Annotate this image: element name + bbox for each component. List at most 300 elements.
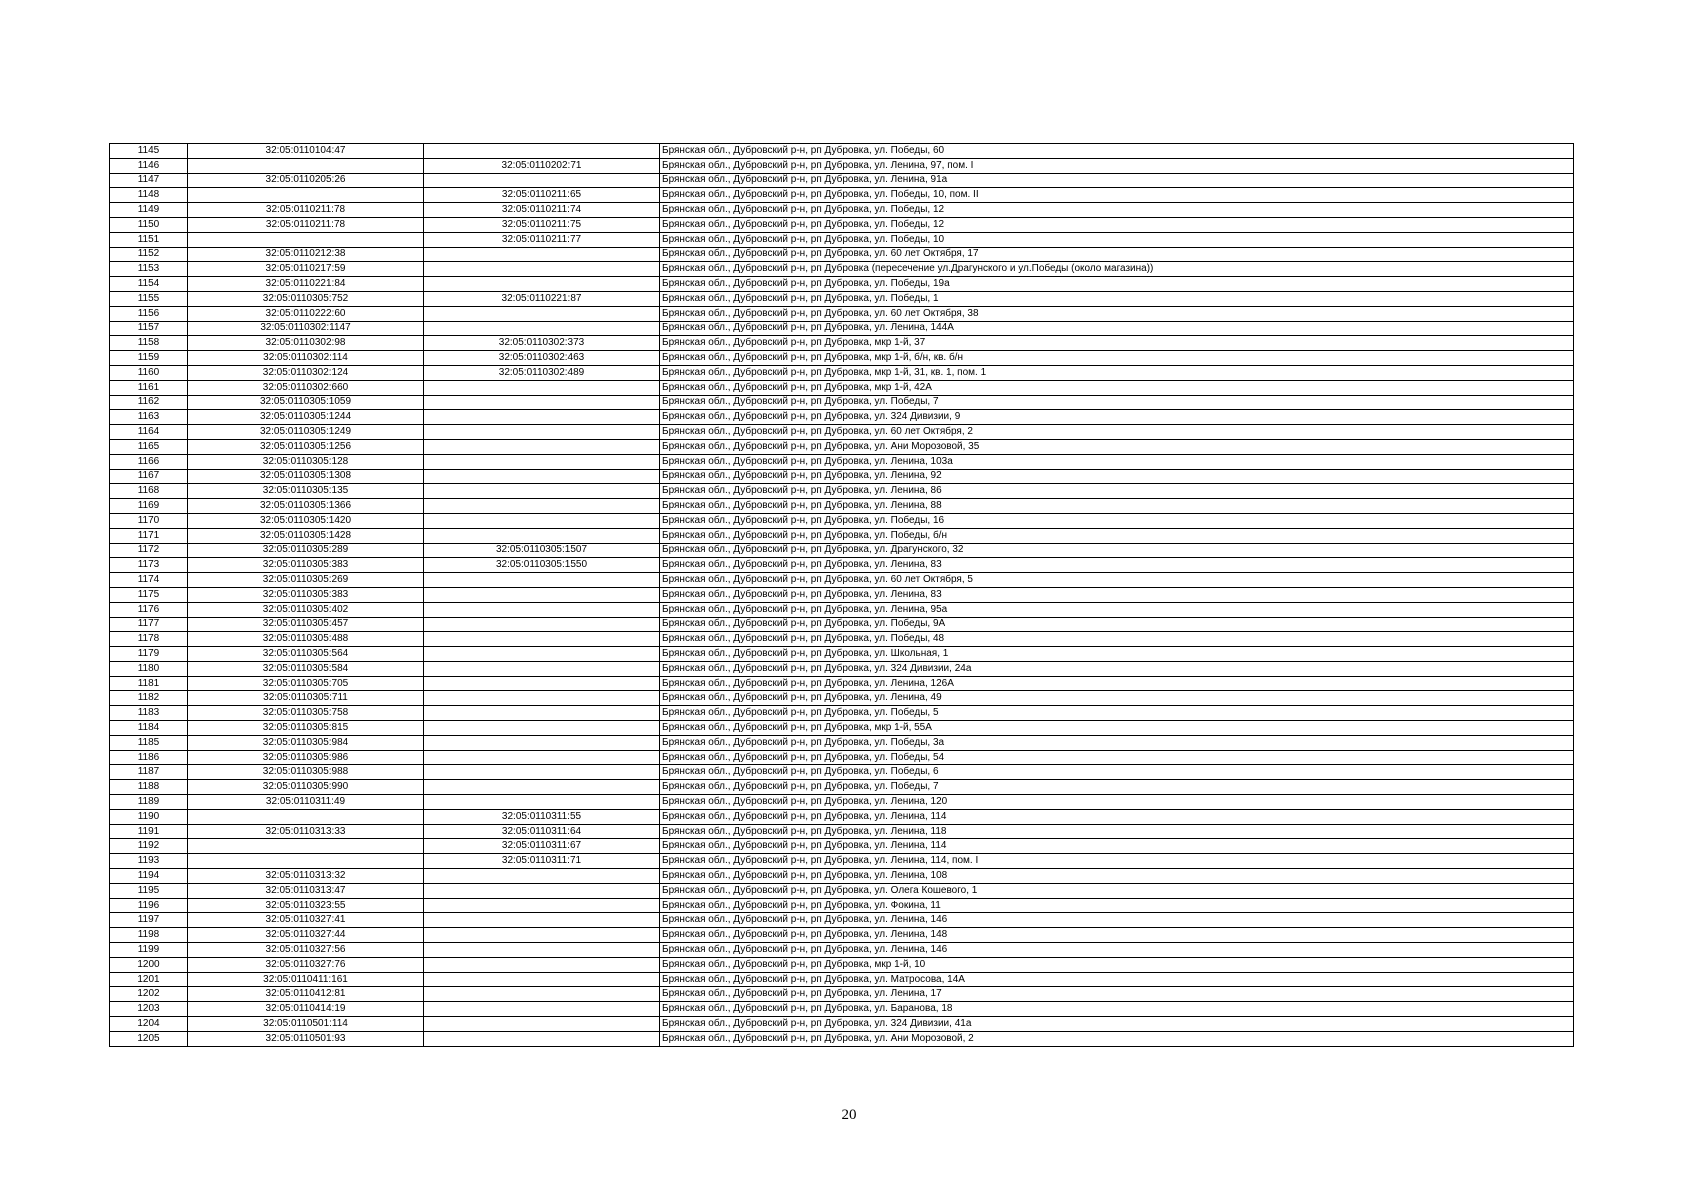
- land-cadastral-number-cell: 32:05:0110327:56: [188, 943, 424, 958]
- table-row: [110, 425, 1574, 440]
- land-cadastral-number-cell: 32:05:0110327:76: [188, 957, 424, 972]
- land-cadastral-number-cell: 32:05:0110305:269: [188, 573, 424, 588]
- land-cadastral-number-cell: 32:05:0110327:44: [188, 928, 424, 943]
- address-cell: Брянская обл., Дубровский р-н, рп Дубровка, ул. Победы, 16: [660, 513, 1574, 528]
- building-cadastral-number-cell: [424, 410, 660, 425]
- land-cadastral-number-cell: 32:05:0110305:758: [188, 706, 424, 721]
- land-cadastral-number-cell: 32:05:0110305:752: [188, 291, 424, 306]
- table-row: [110, 262, 1574, 277]
- land-cadastral-number-cell: 32:05:0110305:711: [188, 691, 424, 706]
- land-cadastral-number-cell: [188, 158, 424, 173]
- row-number-cell: 1171: [110, 528, 188, 543]
- building-cadastral-number-cell: [424, 632, 660, 647]
- land-cadastral-number-cell: 32:05:0110302:660: [188, 380, 424, 395]
- address-cell: Брянская обл., Дубровский р-н, рп Дубровка, ул. Победы, 7: [660, 780, 1574, 795]
- row-number-cell: 1161: [110, 380, 188, 395]
- land-cadastral-number-cell: 32:05:0110501:93: [188, 1031, 424, 1046]
- table-row: [110, 484, 1574, 499]
- row-number-cell: 1188: [110, 780, 188, 795]
- address-cell: Брянская обл., Дубровский р-н, рп Дубровка, ул. Ленина, 146: [660, 943, 1574, 958]
- address-cell: Брянская обл., Дубровский р-н, рп Дубровка, мкр 1-й, 42А: [660, 380, 1574, 395]
- land-cadastral-number-cell: [188, 839, 424, 854]
- row-number-cell: 1181: [110, 676, 188, 691]
- table-row: [110, 188, 1574, 203]
- building-cadastral-number-cell: [424, 883, 660, 898]
- address-cell: Брянская обл., Дубровский р-н, рп Дубровка, ул. Ленина, 49: [660, 691, 1574, 706]
- land-cadastral-number-cell: 32:05:0110305:1366: [188, 499, 424, 514]
- address-cell: Брянская обл., Дубровский р-н, рп Дубровка, ул. Ани Морозовой, 35: [660, 439, 1574, 454]
- table-row: [110, 173, 1574, 188]
- land-cadastral-number-cell: 32:05:0110411:161: [188, 972, 424, 987]
- building-cadastral-number-cell: [424, 735, 660, 750]
- building-cadastral-number-cell: 32:05:0110311:67: [424, 839, 660, 854]
- building-cadastral-number-cell: [424, 661, 660, 676]
- building-cadastral-number-cell: [424, 425, 660, 440]
- land-cadastral-number-cell: 32:05:0110211:78: [188, 203, 424, 218]
- row-number-cell: 1202: [110, 987, 188, 1002]
- address-cell: Брянская обл., Дубровский р-н, рп Дубровка, ул. 60 лет Октября, 17: [660, 247, 1574, 262]
- address-cell: Брянская обл., Дубровский р-н, рп Дубровка, ул. Ленина, 97, пом. I: [660, 158, 1574, 173]
- building-cadastral-number-cell: [424, 928, 660, 943]
- building-cadastral-number-cell: [424, 913, 660, 928]
- table-row: [110, 1002, 1574, 1017]
- row-number-cell: 1195: [110, 883, 188, 898]
- address-cell: Брянская обл., Дубровский р-н, рп Дубровка, ул. 324 Дивизии, 41а: [660, 1017, 1574, 1032]
- building-cadastral-number-cell: [424, 647, 660, 662]
- row-number-cell: 1156: [110, 306, 188, 321]
- address-cell: Брянская обл., Дубровский р-н, рп Дубровка, ул. Победы, 54: [660, 750, 1574, 765]
- address-cell: Брянская обл., Дубровский р-н, рп Дубровка, ул. 60 лет Октября, 2: [660, 425, 1574, 440]
- table-row: [110, 587, 1574, 602]
- building-cadastral-number-cell: 32:05:0110211:75: [424, 217, 660, 232]
- land-cadastral-number-cell: 32:05:0110305:815: [188, 721, 424, 736]
- land-cadastral-number-cell: [188, 809, 424, 824]
- land-cadastral-number-cell: 32:05:0110305:402: [188, 602, 424, 617]
- building-cadastral-number-cell: [424, 691, 660, 706]
- table-row: [110, 632, 1574, 647]
- land-cadastral-number-cell: 32:05:0110305:488: [188, 632, 424, 647]
- address-cell: Брянская обл., Дубровский р-н, рп Дубровка, ул. Победы, 7: [660, 395, 1574, 410]
- table-row: [110, 898, 1574, 913]
- land-cadastral-number-cell: 32:05:0110305:1059: [188, 395, 424, 410]
- row-number-cell: 1162: [110, 395, 188, 410]
- building-cadastral-number-cell: [424, 587, 660, 602]
- land-cadastral-number-cell: 32:05:0110305:1256: [188, 439, 424, 454]
- table-row: [110, 158, 1574, 173]
- building-cadastral-number-cell: [424, 277, 660, 292]
- land-cadastral-number-cell: 32:05:0110414:19: [188, 1002, 424, 1017]
- building-cadastral-number-cell: [424, 321, 660, 336]
- building-cadastral-number-cell: [424, 765, 660, 780]
- building-cadastral-number-cell: [424, 484, 660, 499]
- row-number-cell: 1186: [110, 750, 188, 765]
- row-number-cell: 1180: [110, 661, 188, 676]
- address-cell: Брянская обл., Дубровский р-н, рп Дубровка, ул. Школьная, 1: [660, 647, 1574, 662]
- land-cadastral-number-cell: 32:05:0110211:78: [188, 217, 424, 232]
- building-cadastral-number-cell: [424, 469, 660, 484]
- building-cadastral-number-cell: 32:05:0110221:87: [424, 291, 660, 306]
- address-cell: Брянская обл., Дубровский р-н, рп Дубровка, ул. Ленина, 83: [660, 558, 1574, 573]
- table-row: [110, 765, 1574, 780]
- land-cadastral-number-cell: 32:05:0110305:457: [188, 617, 424, 632]
- address-cell: Брянская обл., Дубровский р-н, рп Дубровка, мкр 1-й, б/н, кв. б/н: [660, 351, 1574, 366]
- building-cadastral-number-cell: [424, 395, 660, 410]
- address-cell: Брянская обл., Дубровский р-н, рп Дубровка (пересечение ул.Драгунского и ул.Победы (около магазина)): [660, 262, 1574, 277]
- table-row: [110, 1017, 1574, 1032]
- table-row: [110, 217, 1574, 232]
- row-number-cell: 1192: [110, 839, 188, 854]
- building-cadastral-number-cell: [424, 602, 660, 617]
- row-number-cell: 1191: [110, 824, 188, 839]
- land-cadastral-number-cell: 32:05:0110305:986: [188, 750, 424, 765]
- address-cell: Брянская обл., Дубровский р-н, рп Дубровка, ул. Ленина, 114: [660, 839, 1574, 854]
- table-row: [110, 750, 1574, 765]
- row-number-cell: 1166: [110, 454, 188, 469]
- table-row: [110, 883, 1574, 898]
- table-row: [110, 987, 1574, 1002]
- land-cadastral-number-cell: 32:05:0110305:1244: [188, 410, 424, 425]
- land-cadastral-number-cell: 32:05:0110305:383: [188, 587, 424, 602]
- row-number-cell: 1158: [110, 336, 188, 351]
- row-number-cell: 1178: [110, 632, 188, 647]
- row-number-cell: 1187: [110, 765, 188, 780]
- land-cadastral-number-cell: 32:05:0110205:26: [188, 173, 424, 188]
- table-row: [110, 676, 1574, 691]
- address-cell: Брянская обл., Дубровский р-н, рп Дубровка, ул. 324 Дивизии, 9: [660, 410, 1574, 425]
- land-cadastral-number-cell: 32:05:0110305:128: [188, 454, 424, 469]
- address-cell: Брянская обл., Дубровский р-н, рп Дубровка, ул. Победы, 19а: [660, 277, 1574, 292]
- address-cell: Брянская обл., Дубровский р-н, рп Дубровка, ул. Фокина, 11: [660, 898, 1574, 913]
- row-number-cell: 1189: [110, 795, 188, 810]
- table-row: [110, 499, 1574, 514]
- table-row: [110, 203, 1574, 218]
- land-cadastral-number-cell: 32:05:0110305:289: [188, 543, 424, 558]
- land-cadastral-number-cell: 32:05:0110305:584: [188, 661, 424, 676]
- address-cell: Брянская обл., Дубровский р-н, рп Дубровка, ул. Победы, б/н: [660, 528, 1574, 543]
- building-cadastral-number-cell: 32:05:0110211:77: [424, 232, 660, 247]
- building-cadastral-number-cell: [424, 1031, 660, 1046]
- building-cadastral-number-cell: [424, 173, 660, 188]
- land-cadastral-number-cell: 32:05:0110302:1147: [188, 321, 424, 336]
- building-cadastral-number-cell: [424, 528, 660, 543]
- row-number-cell: 1199: [110, 943, 188, 958]
- table-row: [110, 321, 1574, 336]
- row-number-cell: 1145: [110, 144, 188, 159]
- row-number-cell: 1168: [110, 484, 188, 499]
- row-number-cell: 1152: [110, 247, 188, 262]
- row-number-cell: 1174: [110, 573, 188, 588]
- table-row: [110, 528, 1574, 543]
- row-number-cell: 1194: [110, 869, 188, 884]
- cadastral-registry-table: [109, 143, 1574, 1047]
- building-cadastral-number-cell: 32:05:0110211:65: [424, 188, 660, 203]
- address-cell: Брянская обл., Дубровский р-н, рп Дубровка, ул. Победы, 9А: [660, 617, 1574, 632]
- table-row: [110, 395, 1574, 410]
- address-cell: Брянская обл., Дубровский р-н, рп Дубровка, ул. Ленина, 103а: [660, 454, 1574, 469]
- address-cell: Брянская обл., Дубровский р-н, рп Дубровка, ул. 60 лет Октября, 38: [660, 306, 1574, 321]
- land-cadastral-number-cell: 32:05:0110311:49: [188, 795, 424, 810]
- row-number-cell: 1146: [110, 158, 188, 173]
- land-cadastral-number-cell: 32:05:0110313:32: [188, 869, 424, 884]
- building-cadastral-number-cell: [424, 247, 660, 262]
- land-cadastral-number-cell: [188, 232, 424, 247]
- land-cadastral-number-cell: 32:05:0110221:84: [188, 277, 424, 292]
- address-cell: Брянская обл., Дубровский р-н, рп Дубровка, ул. Ленина, 88: [660, 499, 1574, 514]
- table-row: [110, 809, 1574, 824]
- building-cadastral-number-cell: [424, 957, 660, 972]
- table-row: [110, 277, 1574, 292]
- address-cell: Брянская обл., Дубровский р-н, рп Дубровка, ул. Ленина, 17: [660, 987, 1574, 1002]
- table-row: [110, 365, 1574, 380]
- address-cell: Брянская обл., Дубровский р-н, рп Дубровка, ул. Ленина, 118: [660, 824, 1574, 839]
- table-row: [110, 602, 1574, 617]
- building-cadastral-number-cell: [424, 676, 660, 691]
- row-number-cell: 1193: [110, 854, 188, 869]
- address-cell: Брянская обл., Дубровский р-н, рп Дубровка, ул. Ленина, 146: [660, 913, 1574, 928]
- table-row: [110, 1031, 1574, 1046]
- row-number-cell: 1157: [110, 321, 188, 336]
- table-row: [110, 469, 1574, 484]
- land-cadastral-number-cell: [188, 188, 424, 203]
- building-cadastral-number-cell: [424, 499, 660, 514]
- table-row: [110, 617, 1574, 632]
- building-cadastral-number-cell: 32:05:0110311:71: [424, 854, 660, 869]
- building-cadastral-number-cell: 32:05:0110305:1550: [424, 558, 660, 573]
- table-row: [110, 247, 1574, 262]
- building-cadastral-number-cell: [424, 721, 660, 736]
- address-cell: Брянская обл., Дубровский р-н, рп Дубровка, ул. Ленина, 114, пом. I: [660, 854, 1574, 869]
- row-number-cell: 1153: [110, 262, 188, 277]
- building-cadastral-number-cell: [424, 1017, 660, 1032]
- building-cadastral-number-cell: [424, 972, 660, 987]
- address-cell: Брянская обл., Дубровский р-н, рп Дубровка, мкр 1-й, 31, кв. 1, пом. 1: [660, 365, 1574, 380]
- building-cadastral-number-cell: [424, 987, 660, 1002]
- building-cadastral-number-cell: [424, 795, 660, 810]
- building-cadastral-number-cell: [424, 1002, 660, 1017]
- row-number-cell: 1159: [110, 351, 188, 366]
- row-number-cell: 1148: [110, 188, 188, 203]
- land-cadastral-number-cell: 32:05:0110302:114: [188, 351, 424, 366]
- land-cadastral-number-cell: 32:05:0110305:383: [188, 558, 424, 573]
- land-cadastral-number-cell: 32:05:0110327:41: [188, 913, 424, 928]
- address-cell: Брянская обл., Дубровский р-н, рп Дубровка, ул. Победы, 12: [660, 203, 1574, 218]
- address-cell: Брянская обл., Дубровский р-н, рп Дубровка, ул. Ленина, 108: [660, 869, 1574, 884]
- address-cell: Брянская обл., Дубровский р-н, рп Дубровка, мкр 1-й, 10: [660, 957, 1574, 972]
- building-cadastral-number-cell: 32:05:0110302:463: [424, 351, 660, 366]
- row-number-cell: 1170: [110, 513, 188, 528]
- address-cell: Брянская обл., Дубровский р-н, рп Дубровка, ул. Победы, 10: [660, 232, 1574, 247]
- row-number-cell: 1201: [110, 972, 188, 987]
- address-cell: Брянская обл., Дубровский р-н, рп Дубровка, ул. 60 лет Октября, 5: [660, 573, 1574, 588]
- row-number-cell: 1185: [110, 735, 188, 750]
- address-cell: Брянская обл., Дубровский р-н, рп Дубровка, мкр 1-й, 55А: [660, 721, 1574, 736]
- table-row: [110, 824, 1574, 839]
- address-cell: Брянская обл., Дубровский р-н, рп Дубровка, ул. Ленина, 92: [660, 469, 1574, 484]
- table-row: [110, 795, 1574, 810]
- address-cell: Брянская обл., Дубровский р-н, рп Дубровка, ул. Победы, 5: [660, 706, 1574, 721]
- land-cadastral-number-cell: 32:05:0110302:124: [188, 365, 424, 380]
- land-cadastral-number-cell: 32:05:0110305:1420: [188, 513, 424, 528]
- land-cadastral-number-cell: 32:05:0110501:114: [188, 1017, 424, 1032]
- table-row: [110, 454, 1574, 469]
- building-cadastral-number-cell: [424, 380, 660, 395]
- land-cadastral-number-cell: 32:05:0110302:98: [188, 336, 424, 351]
- land-cadastral-number-cell: 32:05:0110305:564: [188, 647, 424, 662]
- building-cadastral-number-cell: [424, 943, 660, 958]
- address-cell: Брянская обл., Дубровский р-н, рп Дубровка, ул. Ленина, 114: [660, 809, 1574, 824]
- row-number-cell: 1167: [110, 469, 188, 484]
- row-number-cell: 1205: [110, 1031, 188, 1046]
- building-cadastral-number-cell: 32:05:0110305:1507: [424, 543, 660, 558]
- address-cell: Брянская обл., Дубровский р-н, рп Дубровка, ул. Ленина, 91а: [660, 173, 1574, 188]
- land-cadastral-number-cell: 32:05:0110217:59: [188, 262, 424, 277]
- address-cell: Брянская обл., Дубровский р-н, рп Дубровка, ул. Матросова, 14А: [660, 972, 1574, 987]
- address-cell: Брянская обл., Дубровский р-н, рп Дубровка, ул. Баранова, 18: [660, 1002, 1574, 1017]
- table-row: [110, 558, 1574, 573]
- row-number-cell: 1164: [110, 425, 188, 440]
- address-cell: Брянская обл., Дубровский р-н, рп Дубровка, ул. 324 Дивизии, 24а: [660, 661, 1574, 676]
- land-cadastral-number-cell: [188, 854, 424, 869]
- row-number-cell: 1179: [110, 647, 188, 662]
- row-number-cell: 1172: [110, 543, 188, 558]
- table-row: [110, 854, 1574, 869]
- building-cadastral-number-cell: [424, 573, 660, 588]
- table-body: [110, 144, 1574, 1047]
- land-cadastral-number-cell: 32:05:0110313:33: [188, 824, 424, 839]
- address-cell: Брянская обл., Дубровский р-н, рп Дубровка, ул. Победы, 6: [660, 765, 1574, 780]
- row-number-cell: 1204: [110, 1017, 188, 1032]
- row-number-cell: 1154: [110, 277, 188, 292]
- row-number-cell: 1147: [110, 173, 188, 188]
- table-row: [110, 839, 1574, 854]
- row-number-cell: 1163: [110, 410, 188, 425]
- land-cadastral-number-cell: 32:05:0110305:984: [188, 735, 424, 750]
- building-cadastral-number-cell: 32:05:0110311:64: [424, 824, 660, 839]
- row-number-cell: 1200: [110, 957, 188, 972]
- table-row: [110, 647, 1574, 662]
- row-number-cell: 1155: [110, 291, 188, 306]
- table-row: [110, 513, 1574, 528]
- building-cadastral-number-cell: [424, 454, 660, 469]
- table-row: [110, 780, 1574, 795]
- building-cadastral-number-cell: 32:05:0110211:74: [424, 203, 660, 218]
- table-row: [110, 144, 1574, 159]
- land-cadastral-number-cell: 32:05:0110305:1308: [188, 469, 424, 484]
- row-number-cell: 1175: [110, 587, 188, 602]
- table-row: [110, 735, 1574, 750]
- address-cell: Брянская обл., Дубровский р-н, рп Дубровка, ул. Ленина, 148: [660, 928, 1574, 943]
- land-cadastral-number-cell: 32:05:0110323:55: [188, 898, 424, 913]
- table-row: [110, 721, 1574, 736]
- building-cadastral-number-cell: [424, 144, 660, 159]
- address-cell: Брянская обл., Дубровский р-н, рп Дубровка, мкр 1-й, 37: [660, 336, 1574, 351]
- table-row: [110, 543, 1574, 558]
- row-number-cell: 1173: [110, 558, 188, 573]
- table-row: [110, 957, 1574, 972]
- row-number-cell: 1203: [110, 1002, 188, 1017]
- building-cadastral-number-cell: [424, 706, 660, 721]
- building-cadastral-number-cell: [424, 513, 660, 528]
- building-cadastral-number-cell: 32:05:0110311:55: [424, 809, 660, 824]
- row-number-cell: 1149: [110, 203, 188, 218]
- row-number-cell: 1197: [110, 913, 188, 928]
- row-number-cell: 1182: [110, 691, 188, 706]
- building-cadastral-number-cell: [424, 869, 660, 884]
- row-number-cell: 1196: [110, 898, 188, 913]
- table-row: [110, 306, 1574, 321]
- table-row: [110, 410, 1574, 425]
- land-cadastral-number-cell: 32:05:0110212:38: [188, 247, 424, 262]
- address-cell: Брянская обл., Дубровский р-н, рп Дубровка, ул. Ани Морозовой, 2: [660, 1031, 1574, 1046]
- address-cell: Брянская обл., Дубровский р-н, рп Дубровка, ул. Ленина, 120: [660, 795, 1574, 810]
- table-row: [110, 943, 1574, 958]
- land-cadastral-number-cell: 32:05:0110305:988: [188, 765, 424, 780]
- address-cell: Брянская обл., Дубровский р-н, рп Дубровка, ул. Олега Кошевого, 1: [660, 883, 1574, 898]
- land-cadastral-number-cell: 32:05:0110412:81: [188, 987, 424, 1002]
- row-number-cell: 1176: [110, 602, 188, 617]
- row-number-cell: 1183: [110, 706, 188, 721]
- land-cadastral-number-cell: 32:05:0110222:60: [188, 306, 424, 321]
- address-cell: Брянская обл., Дубровский р-н, рп Дубровка, ул. Драгунского, 32: [660, 543, 1574, 558]
- land-cadastral-number-cell: 32:05:0110305:990: [188, 780, 424, 795]
- address-cell: Брянская обл., Дубровский р-н, рп Дубровка, ул. Ленина, 144А: [660, 321, 1574, 336]
- building-cadastral-number-cell: [424, 439, 660, 454]
- building-cadastral-number-cell: 32:05:0110302:373: [424, 336, 660, 351]
- row-number-cell: 1151: [110, 232, 188, 247]
- table-row: [110, 691, 1574, 706]
- row-number-cell: 1165: [110, 439, 188, 454]
- table-row: [110, 661, 1574, 676]
- building-cadastral-number-cell: [424, 617, 660, 632]
- land-cadastral-number-cell: 32:05:0110305:1249: [188, 425, 424, 440]
- table-row: [110, 291, 1574, 306]
- table-row: [110, 869, 1574, 884]
- land-cadastral-number-cell: 32:05:0110305:135: [188, 484, 424, 499]
- land-cadastral-number-cell: 32:05:0110305:705: [188, 676, 424, 691]
- land-cadastral-number-cell: 32:05:0110104:47: [188, 144, 424, 159]
- address-cell: Брянская обл., Дубровский р-н, рп Дубровка, ул. Ленина, 86: [660, 484, 1574, 499]
- building-cadastral-number-cell: 32:05:0110302:489: [424, 365, 660, 380]
- building-cadastral-number-cell: [424, 306, 660, 321]
- address-cell: Брянская обл., Дубровский р-н, рп Дубровка, ул. Ленина, 95а: [660, 602, 1574, 617]
- land-cadastral-number-cell: 32:05:0110313:47: [188, 883, 424, 898]
- address-cell: Брянская обл., Дубровский р-н, рп Дубровка, ул. Ленина, 83: [660, 587, 1574, 602]
- address-cell: Брянская обл., Дубровский р-н, рп Дубровка, ул. Ленина, 126А: [660, 676, 1574, 691]
- table-row: [110, 706, 1574, 721]
- building-cadastral-number-cell: [424, 898, 660, 913]
- table-row: [110, 232, 1574, 247]
- address-cell: Брянская обл., Дубровский р-н, рп Дубровка, ул. Победы, 3а: [660, 735, 1574, 750]
- table-row: [110, 913, 1574, 928]
- page-number: 20: [841, 1107, 857, 1123]
- row-number-cell: 1177: [110, 617, 188, 632]
- table-row: [110, 928, 1574, 943]
- table-row: [110, 336, 1574, 351]
- table-row: [110, 573, 1574, 588]
- row-number-cell: 1150: [110, 217, 188, 232]
- table-row: [110, 380, 1574, 395]
- row-number-cell: 1184: [110, 721, 188, 736]
- row-number-cell: 1190: [110, 809, 188, 824]
- building-cadastral-number-cell: 32:05:0110202:71: [424, 158, 660, 173]
- table-row: [110, 972, 1574, 987]
- building-cadastral-number-cell: [424, 780, 660, 795]
- address-cell: Брянская обл., Дубровский р-н, рп Дубровка, ул. Победы, 12: [660, 217, 1574, 232]
- building-cadastral-number-cell: [424, 750, 660, 765]
- table-row: [110, 351, 1574, 366]
- row-number-cell: 1198: [110, 928, 188, 943]
- address-cell: Брянская обл., Дубровский р-н, рп Дубровка, ул. Победы, 1: [660, 291, 1574, 306]
